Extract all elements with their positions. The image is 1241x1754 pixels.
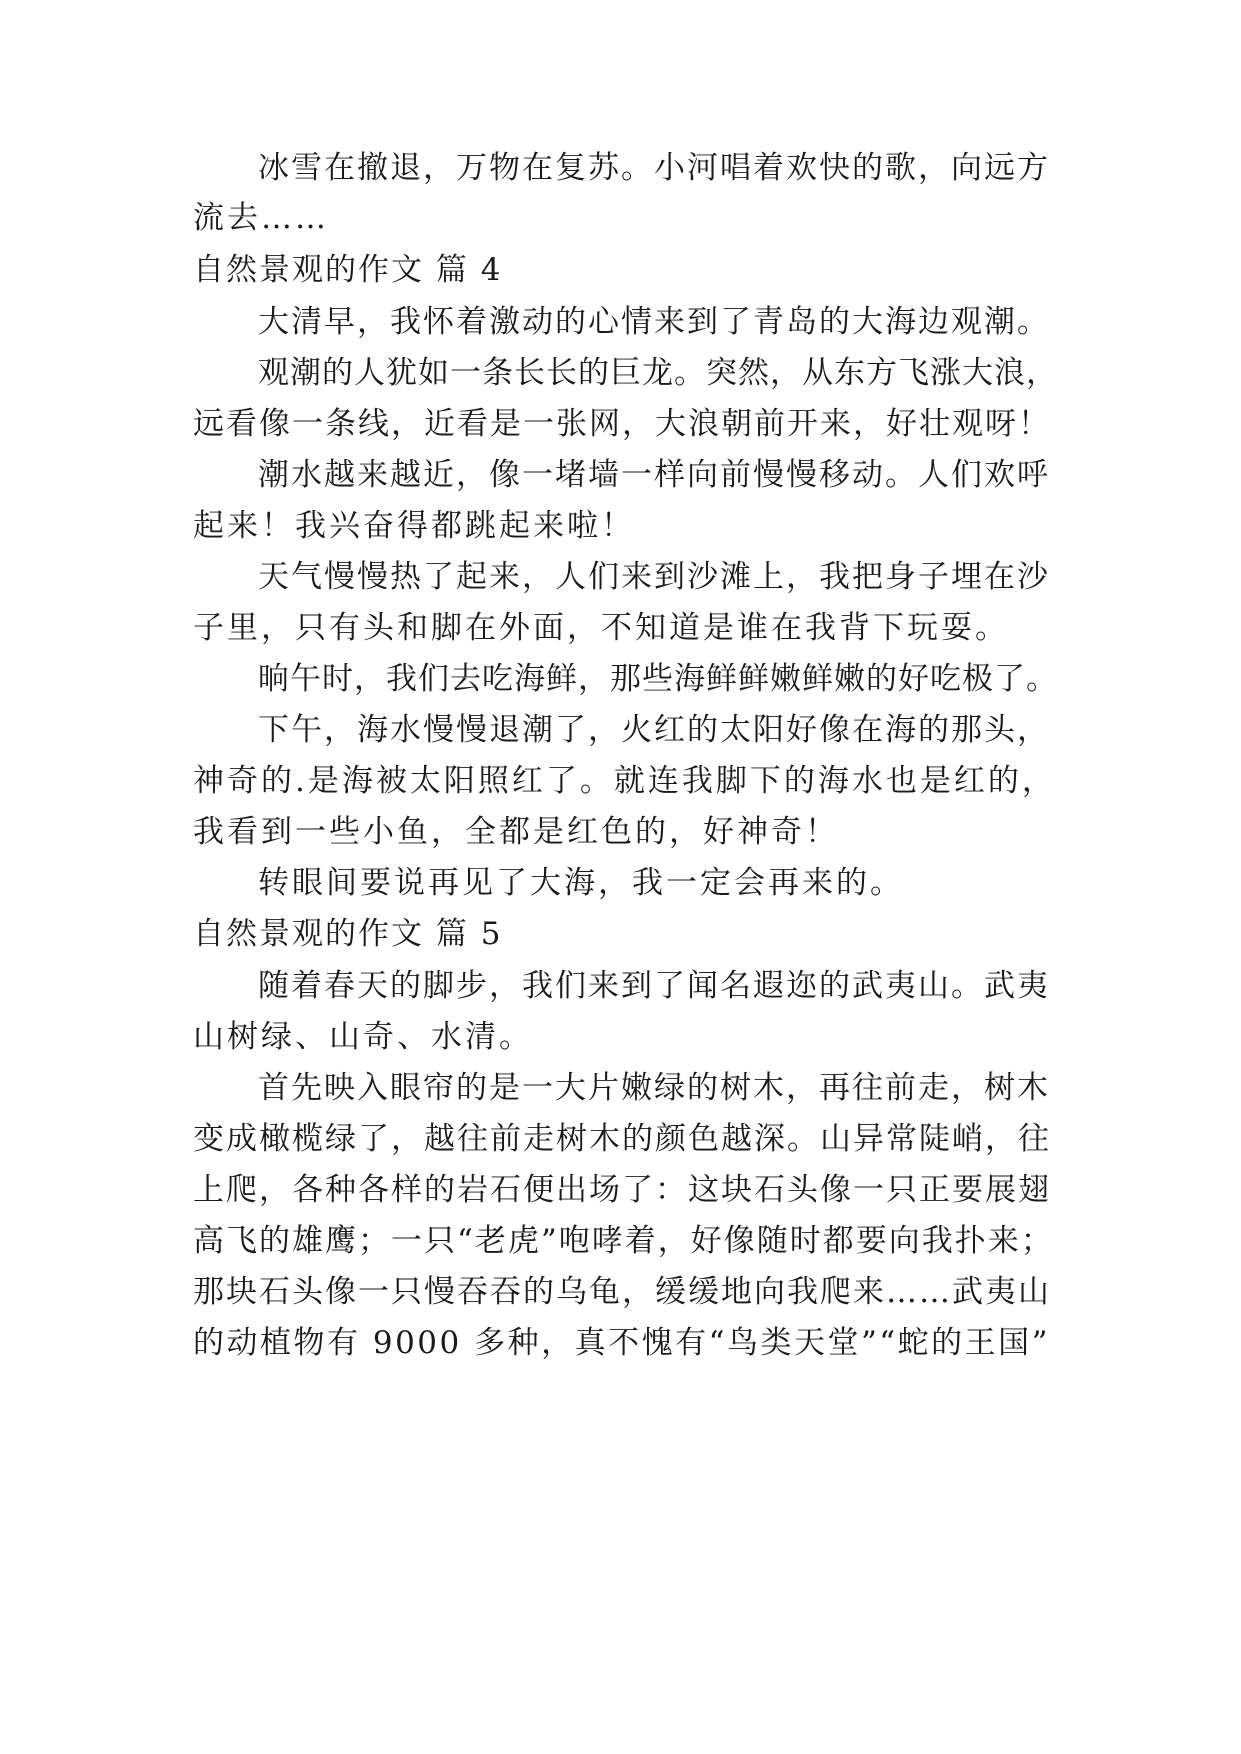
- section-heading: 自然景观的作文 篇 5: [193, 916, 503, 952]
- text-line: 天气慢慢热了起来，人们来到沙滩上，我把身子埋在沙: [258, 559, 1050, 595]
- text-line: 山树绿、山奇、水清。: [193, 1019, 533, 1055]
- text-line: 上爬，各种各样的岩石便出场了：这块石头像一只正要展翅: [193, 1172, 1051, 1208]
- text-line: 的动植物有 9000 多种，真不愧有“鸟类天堂”“蛇的王国”: [193, 1325, 1050, 1361]
- text-line: 高飞的雄鹰；一只“老虎”咆哮着，好像随时都要向我扑来；: [193, 1223, 1054, 1259]
- text-line: 观潮的人犹如一条长长的巨龙。突然，从东方飞涨大浪，: [258, 355, 1058, 391]
- text-line: 潮水越来越近，像一堵墙一样向前慢慢移动。人们欢呼: [258, 457, 1050, 493]
- text-line: 远看像一条线，近看是一张网，大浪朝前开来，好壮观呀！: [193, 406, 1051, 442]
- text-line: 流去……: [193, 200, 329, 236]
- text-line: 那块石头像一只慢吞吞的乌龟，缓缓地向我爬来……武夷山: [193, 1274, 1051, 1310]
- text-line: 转眼间要说再见了大海，我一定会再来的。: [258, 865, 904, 901]
- text-line: 起来！我兴奋得都跳起来啦！: [193, 508, 635, 544]
- text-line: 神奇的.是海被太阳照红了。就连我脚下的海水也是红的，: [193, 763, 1056, 799]
- text-line: 子里，只有头和脚在外面，不知道是谁在我背下玩耍。: [193, 610, 1009, 646]
- text-line: 随着春天的脚步，我们来到了闻名遐迩的武夷山。武夷: [258, 968, 1050, 1004]
- text-line: 冰雪在撤退，万物在复苏。小河唱着欢快的歌，向远方: [258, 150, 1050, 186]
- text-line: 下午，海水慢慢退潮了，火红的太阳好像在海的那头，: [258, 712, 1050, 748]
- section-heading: 自然景观的作文 篇 4: [193, 252, 503, 288]
- text-line: 我看到一些小鱼，全都是红色的，好神奇！: [193, 814, 839, 850]
- text-line: 晌午时，我们去吃海鲜，那些海鲜鲜嫩鲜嫩的好吃极了。: [258, 661, 1058, 697]
- text-line: 首先映入眼帘的是一大片嫩绿的树木，再往前走，树木: [258, 1070, 1050, 1106]
- text-line: 大清早，我怀着激动的心情来到了青岛的大海边观潮。: [258, 304, 1050, 340]
- text-line: 变成橄榄绿了，越往前走树木的颜色越深。山异常陡峭，往: [193, 1121, 1051, 1157]
